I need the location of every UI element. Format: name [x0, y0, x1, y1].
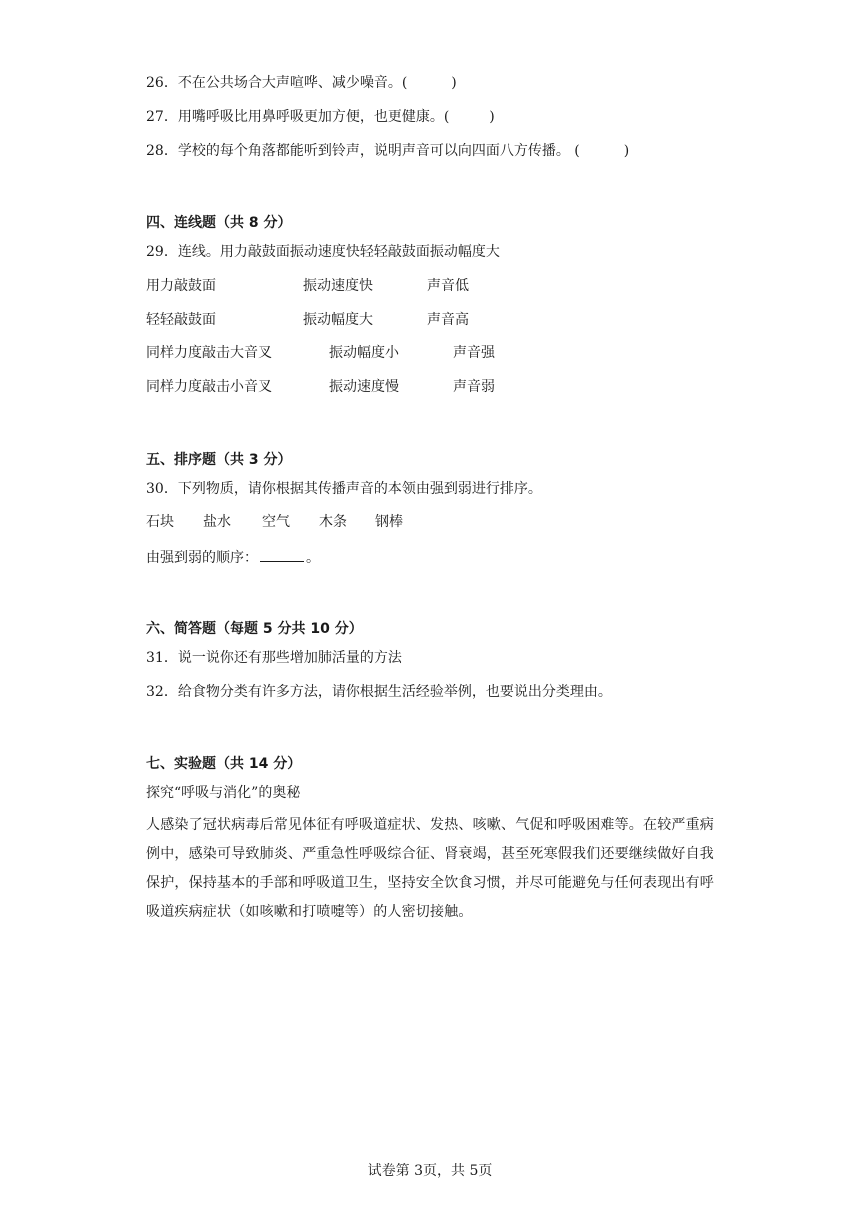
experiment-paragraph: 人感染了冠状病毒后常见体征有呼吸道症状、发热、咳嗽、气促和呼吸困难等。在较严重病例中，感染可导致肺炎、严重急性呼吸综合征、肾衰竭，甚至死寒假我们还要继续做好自我保护，保持基本的手部和呼吸道卫生，坚持安全饮食习惯，并尽可能避免与任何表现出有呼吸道疾病症状（如咳嗽和打喷嚏等）的人密切接触。: [146, 817, 714, 920]
match-left-item: 同样力度敲击大音叉: [146, 345, 272, 361]
match-middle-item: 振动速度慢: [329, 379, 399, 395]
match-right-item: 声音低: [427, 278, 469, 294]
section-5-heading: 五、排序题（共 3 分）: [146, 452, 292, 468]
match-right-item: 声音强: [453, 345, 495, 361]
order-label: 由强到弱的顺序：: [146, 550, 258, 566]
material-item: 石块: [146, 514, 174, 530]
question-28-text: 28．学校的每个角落都能听到铃声，说明声音可以向四面八方传播。 (: [146, 143, 580, 159]
match-middle-item: 振动幅度小: [329, 345, 399, 361]
answer-paren-close: ): [451, 75, 457, 91]
question-27: [146, 107, 495, 127]
match-right-item: 声音高: [427, 312, 469, 328]
question-32: 32．给食物分类有许多方法，请你根据生活经验举例，也要说出分类理由。: [146, 684, 612, 700]
section-7-heading: 七、实验题（共 14 分）: [146, 756, 302, 772]
question-30: 30．下列物质，请你根据其传播声音的本领由强到弱进行排序。: [146, 481, 542, 497]
match-right-item: 声音弱: [453, 379, 495, 395]
answer-paren-close: ): [489, 109, 495, 125]
question-26: [146, 73, 457, 93]
question-28: [146, 141, 629, 161]
match-left-item: 同样力度敲击小音叉: [146, 379, 272, 395]
question-27-text: 27．用嘴呼吸比用鼻呼吸更加方便，也更健康。(: [146, 109, 450, 125]
match-left-item: 轻轻敲鼓面: [146, 312, 216, 328]
material-item: 钢棒: [375, 514, 403, 530]
match-middle-item: 振动幅度大: [303, 312, 373, 328]
material-item: 盐水: [203, 514, 231, 530]
page-footer: 试卷第 3页，共 5页: [367, 1163, 493, 1179]
match-middle-item: 振动速度快: [303, 278, 373, 294]
answer-paren-close: ): [623, 143, 630, 159]
order-answer-line: [146, 547, 320, 568]
question-31: 31．说一说你还有那些增加肺活量的方法: [146, 650, 402, 666]
order-end: 。: [306, 550, 320, 566]
material-item: 空气: [262, 514, 290, 530]
question-29: 29．连线。用力敲鼓面振动速度快轻轻敲鼓面振动幅度大: [146, 244, 500, 260]
section-6-heading: 六、简答题（每题 5 分共 10 分）: [146, 621, 363, 637]
section-4-heading: 四、连线题（共 8 分）: [146, 215, 292, 231]
match-left-item: 用力敲鼓面: [146, 278, 216, 294]
experiment-subtitle: 探究“呼吸与消化”的奥秘: [146, 785, 301, 801]
material-item: 木条: [319, 514, 347, 530]
answer-blank[interactable]: [260, 547, 304, 562]
question-26-text: 26．不在公共场合大声喧哗、减少噪音。(: [146, 75, 408, 91]
